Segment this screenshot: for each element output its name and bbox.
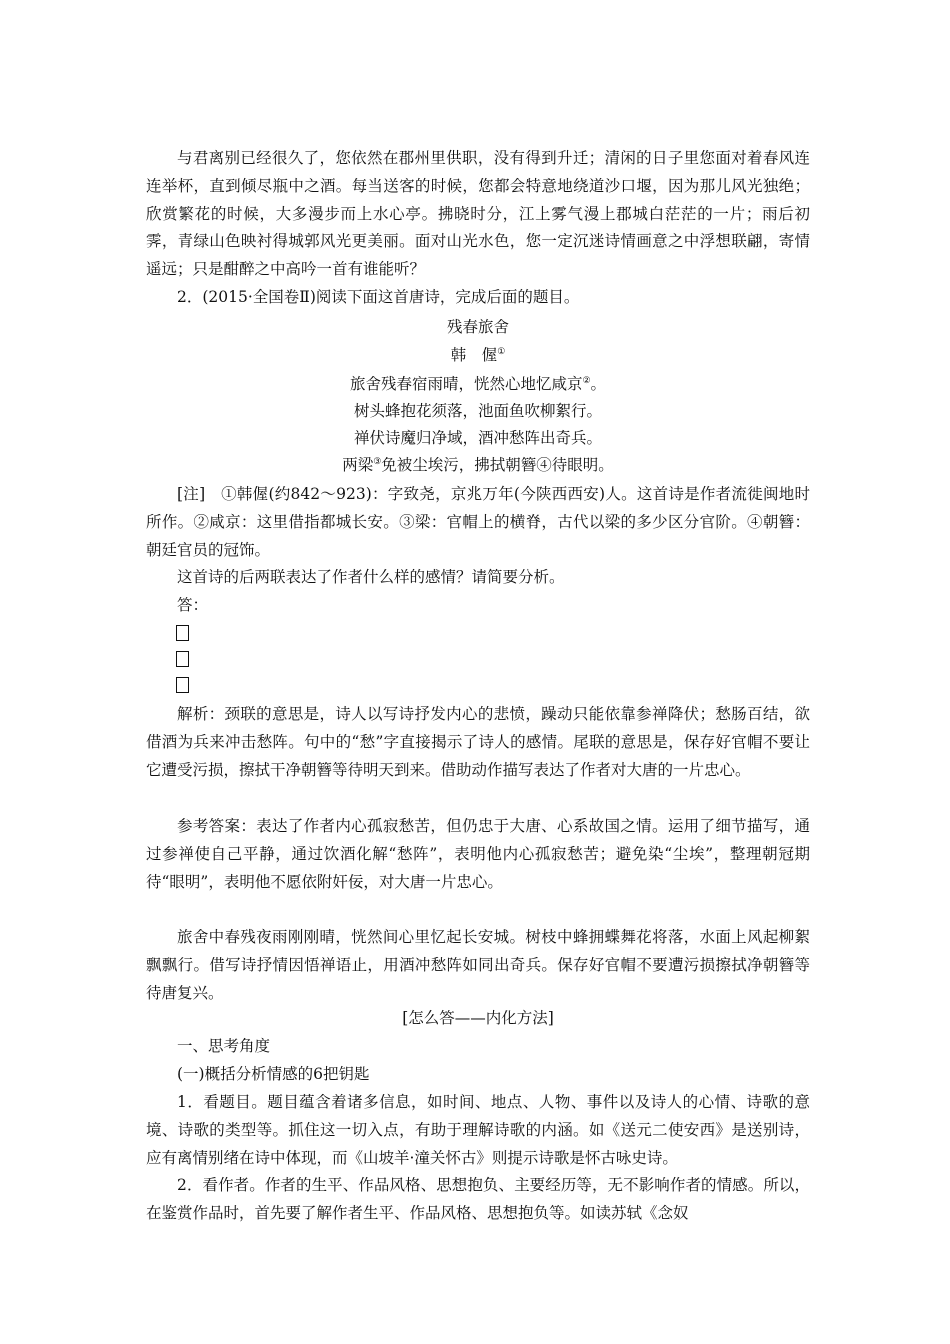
poem-line-1-end: 。 (590, 375, 607, 393)
poem-line-1-note: ② (582, 376, 591, 386)
poem-title: 残春旅舍 (446, 318, 509, 336)
answer-label: 答： (177, 596, 209, 614)
poem-line-1-text: 旅舍残春宿雨晴，恍然心地忆咸京 (349, 375, 583, 393)
section-title: [怎么答——内化方法] (402, 1009, 554, 1027)
poem-line-1 (146, 371, 810, 398)
poem-line-4-note: ③ (373, 457, 382, 467)
poem-line-4 (146, 452, 810, 479)
reference-answer: 参考答案：表达了作者内心孤寂愁苦，但仍忠于大唐、心系故国之情。运用了细节描写，通过参禅使自己平静，通过饮酒化解“愁阵”，表明他内心孤寂愁苦；避免染“尘埃”，整理朝冠期待“眼明”，表明他不愿依附奸佞，对大唐一片忠心。 (146, 817, 810, 891)
poem-line-4-end: 免被尘埃污，拂拭朝簪④待眼明。 (381, 456, 614, 474)
answer-box-3[interactable] (176, 677, 189, 693)
poem-line-2-text: 树头蜂抱花须落，池面鱼吹柳絮行。 (353, 402, 602, 420)
poem-line-2 (146, 398, 810, 425)
point-2-author: 2．看作者。作者的生平、作品风格、思想抱负、主要经历等，无不影响作者的情感。所以，在鉴赏作品时，首先要了解作者生平、作品风格、思想抱负等。如读苏轼《念奴 (146, 1176, 810, 1222)
answer-box-2[interactable] (176, 651, 189, 667)
question-text: 这首诗的后两联表达了作者什么样的感情？请简要分析。 (177, 568, 565, 586)
poem-author (146, 342, 810, 369)
translation-paragraph: 与君离别已经很久了，您依然在郡州里供职，没有得到升迁；清闲的日子里您面对着春风连连举杯，直到倾尽瓶中之酒。每当送客的时候，您都会特意地绕道沙口堰，因为那儿风光独绝；欣赏繁花的时候，大多漫步而上水心亭。拂晓时分，江上雾气漫上郡城白茫茫的一片；雨后初霁，青绿山色映衬得城郭风光更美丽。面对山光水色，您一定沉迷诗情画意之中浮想联翩，寄情遥远；只是酣醉之中高吟一首有谁能听？ (146, 149, 810, 279)
analysis-paragraph: 解析：颈联的意思是，诗人以写诗抒发内心的悲愤，躁动只能依靠参禅降伏；愁肠百结，欲借酒为兵来冲击愁阵。句中的“愁”字直接揭示了诗人的感情。尾联的意思是，保存好官帽不要让它遭受污损，擦拭干净朝簪等待明天到来。借助动作描写表达了作者对大唐的一片忠心。 (146, 705, 810, 779)
heading-thinking-angle: 一、思考角度 (177, 1037, 271, 1055)
author-note-marker: ① (497, 347, 506, 357)
question-intro: 2．(2015·全国卷Ⅱ)阅读下面这首唐诗，完成后面的题目。 (177, 288, 580, 306)
point-1-title: 1．看题目。题目蕴含着诸多信息，如时间、地点、人物、事件以及诗人的心情、诗歌的意境、诗歌的类型等。抓住这一切入点，有助于理解诗歌的内涵。如《送元二使安西》是送别诗，应有离情别绪在诗中体现，而《山坡羊·潼关怀古》则提示诗歌是怀古咏史诗。 (146, 1093, 810, 1167)
poem-line-4-text: 两梁 (342, 456, 374, 474)
poem-line-3 (146, 425, 810, 452)
answer-box-1[interactable] (176, 625, 189, 641)
poem-notes: [注] ①韩偓(约842～923)：字致尧，京兆万年(今陕西西安)人。这首诗是作者流徙闽地时所作。②咸京：这里借指都城长安。③梁：官帽上的横脊，古代以梁的多少区分官阶。④朝簪：朝廷官员的冠饰。 (146, 485, 810, 559)
poem-author-name: 韩 偓 (450, 346, 498, 364)
poem-line-3-text: 禅伏诗魔归净域，酒冲愁阵出奇兵。 (353, 429, 602, 447)
heading-six-keys: (一)概括分析情感的6把钥匙 (177, 1065, 370, 1083)
poem-translation: 旅舍中春残夜雨刚刚晴，恍然间心里忆起长安城。树枝中蜂拥蝶舞花将落，水面上风起柳絮飘飘行。借写诗抒情因悟禅语止，用酒冲愁阵如同出奇兵。保存好官帽不要遭污损擦拭净朝簪等待唐复兴。 (146, 928, 810, 1002)
